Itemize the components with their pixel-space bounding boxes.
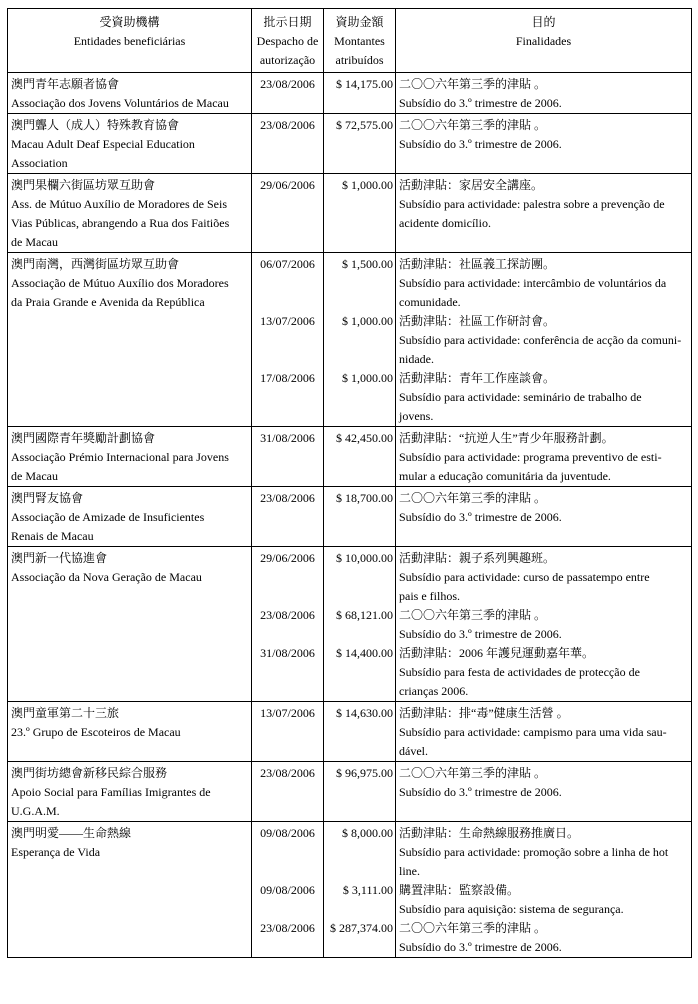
amount-cell: [324, 547, 396, 702]
purpose-text-pt: mular a educação comunitária da juventude.: [399, 469, 611, 483]
purpose-text-zh: 二〇〇六年第三季的津貼 。: [399, 491, 547, 505]
authorization-date: 23/08/2006: [260, 77, 315, 91]
authorization-date: 13/07/2006: [260, 706, 315, 720]
purpose-cell: [396, 253, 692, 427]
entity-name-pt: U.G.A.M.: [11, 804, 60, 818]
table-row: [8, 73, 692, 114]
purpose-text-pt: Subsídio do 3.º trimestre de 2006.: [399, 627, 562, 641]
grant-amount: $ 14,630.00: [336, 706, 393, 720]
purpose-cell: [396, 822, 692, 958]
purpose-text-pt: Subsídio para festa de actividades de protecção de: [399, 665, 640, 679]
amount-cell: [324, 174, 396, 253]
purpose-text-pt: Subsídio para actividade: promoção sobre a linha de hot: [399, 845, 669, 859]
purpose-text-zh: 活動津貼：生命熱線服務推廣日。: [399, 826, 580, 840]
date-cell: [252, 174, 324, 253]
purpose-column-header: [396, 9, 692, 73]
purpose-text-pt: Subsídio do 3.º trimestre de 2006.: [399, 510, 562, 524]
authorization-date: 23/08/2006: [260, 608, 315, 622]
authorization-date: 23/08/2006: [260, 491, 315, 505]
purpose-text-pt: nidade.: [399, 352, 434, 366]
authorization-date: 23/08/2006: [260, 921, 315, 935]
amount-cell: [324, 427, 396, 487]
entity-name-zh: 澳門青年志願者協會: [11, 77, 120, 91]
authorization-date: 17/08/2006: [260, 371, 315, 385]
purpose-text-zh: 活動津貼：家居安全講座。: [399, 178, 544, 192]
purpose-text-pt: acidente domicílio.: [399, 216, 491, 230]
purpose-text-zh: 二〇〇六年第三季的津貼 。: [399, 766, 547, 780]
grant-amount: $ 287,374.00: [330, 921, 393, 935]
entity-name-pt: Associação de Mútuo Auxílio dos Moradores: [11, 276, 229, 290]
entity-name-pt: Esperança de Vida: [11, 845, 101, 859]
grant-amount: $ 42,450.00: [336, 431, 393, 445]
purpose-text-pt: jovens.: [399, 409, 434, 423]
date-header-l1: 批示日期: [263, 15, 312, 29]
grant-amount: $ 1,500.00: [342, 257, 393, 271]
authorization-date: 09/08/2006: [260, 883, 315, 897]
entity-name-zh: 澳門果欄六街區坊眾互助會: [11, 178, 156, 192]
entity-cell: [8, 427, 252, 487]
purpose-text-zh: 二〇〇六年第三季的津貼 。: [399, 608, 547, 622]
entity-name-pt: Renais de Macau: [11, 529, 94, 543]
entity-name-zh: 澳門國際青年獎勵計劃協會: [11, 431, 156, 445]
table-row: [8, 427, 692, 487]
purpose-text-pt: Subsídio do 3.º trimestre de 2006.: [399, 785, 562, 799]
entity-name-pt: Association: [11, 156, 68, 170]
grant-amount: $ 1,000.00: [342, 314, 393, 328]
entity-name-pt: Vias Públicas, abrangendo a Rua dos Faitiões: [11, 216, 230, 230]
table-row: [8, 702, 692, 762]
table-row: [8, 762, 692, 822]
purpose-text-pt: Subsídio para actividade: seminário de trabalho de: [399, 390, 642, 404]
entity-name-zh: 澳門明愛——生命熱線: [11, 826, 132, 840]
purpose-text-pt: Subsídio para actividade: palestra sobre a prevenção de: [399, 197, 665, 211]
grant-amount: $ 8,000.00: [342, 826, 393, 840]
entity-column-header: [8, 9, 252, 73]
amount-cell: [324, 822, 396, 958]
entity-cell: [8, 822, 252, 958]
date-header-l3: autorização: [259, 53, 316, 67]
amount-cell: [324, 114, 396, 174]
table-body: [8, 73, 692, 958]
authorization-date: 29/06/2006: [260, 178, 315, 192]
entity-name-pt: 23.º Grupo de Escoteiros de Macau: [11, 725, 181, 739]
purpose-header-pt: Finalidades: [515, 34, 572, 48]
purpose-text-pt: pais e filhos.: [399, 589, 460, 603]
grant-amount: $ 68,121.00: [336, 608, 393, 622]
amount-column-header: [324, 9, 396, 73]
authorization-date: 23/08/2006: [260, 766, 315, 780]
purpose-header-zh: 目的: [531, 15, 556, 29]
purpose-text-pt: Subsídio do 3.º trimestre de 2006.: [399, 137, 562, 151]
amount-cell: [324, 73, 396, 114]
purpose-cell: [396, 114, 692, 174]
purpose-text-zh: 二〇〇六年第三季的津貼 。: [399, 77, 547, 91]
table-row: [8, 174, 692, 253]
entity-cell: [8, 253, 252, 427]
entity-name-pt: Associação Prémio Internacional para Jovens: [11, 450, 229, 464]
purpose-text-zh: 活動津貼：社區義工探訪團。: [399, 257, 556, 271]
amount-cell: [324, 762, 396, 822]
entity-name-pt: Associação de Amizade de Insuficientes: [11, 510, 205, 524]
purpose-text-zh: 活動津貼：青年工作座談會。: [399, 371, 556, 385]
date-cell: [252, 702, 324, 762]
purpose-text-pt: Subsídio para aquisição: sistema de segurança.: [399, 902, 624, 916]
purpose-cell: [396, 762, 692, 822]
entity-header-pt: Entidades beneficiárias: [73, 34, 186, 48]
purpose-text-zh: 活動津貼：“抗逆人生”青少年服務計劃。: [399, 431, 614, 445]
amount-cell: [324, 702, 396, 762]
purpose-text-zh: 購置津貼：監察設備。: [399, 883, 520, 897]
date-cell: [252, 822, 324, 958]
amount-header-l1: 資助金額: [335, 15, 384, 29]
entity-cell: [8, 114, 252, 174]
entity-name-pt: Macau Adult Deaf Especial Education: [11, 137, 195, 151]
purpose-text-pt: Subsídio do 3.º trimestre de 2006.: [399, 940, 562, 954]
purpose-text-zh: 活動津貼：2006 年護兒運動嘉年華。: [399, 646, 595, 660]
authorization-date: 09/08/2006: [260, 826, 315, 840]
grants-table: [7, 8, 692, 958]
entity-name-pt: de Macau: [11, 469, 58, 483]
entity-header-zh: 受資助機構: [99, 15, 160, 29]
entity-cell: [8, 547, 252, 702]
entity-name-zh: 澳門腎友協會: [11, 491, 84, 505]
entity-name-zh: 澳門童軍第二十三旅: [11, 706, 120, 720]
date-cell: [252, 427, 324, 487]
entity-name-zh: 澳門聾人（成人）特殊教育協會: [11, 118, 180, 132]
entity-cell: [8, 174, 252, 253]
date-cell: [252, 73, 324, 114]
purpose-text-zh: 二〇〇六年第三季的津貼 。: [399, 118, 547, 132]
table-row: [8, 114, 692, 174]
purpose-cell: [396, 487, 692, 547]
authorization-date: 31/08/2006: [260, 431, 315, 445]
entity-name-pt: da Praia Grande e Avenida da República: [11, 295, 205, 309]
entity-name-zh: 澳門街坊總會新移民綜合服務: [11, 766, 168, 780]
table-row: [8, 487, 692, 547]
grant-amount: $ 10,000.00: [336, 551, 393, 565]
grant-amount: $ 1,000.00: [342, 371, 393, 385]
entity-name-zh: 澳門南灣，西灣街區坊眾互助會: [11, 257, 180, 271]
entity-name-pt: Associação dos Jovens Voluntários de Macau: [11, 96, 229, 110]
purpose-cell: [396, 702, 692, 762]
date-cell: [252, 253, 324, 427]
grant-amount: $ 72,575.00: [336, 118, 393, 132]
entity-cell: [8, 762, 252, 822]
table-row: [8, 253, 692, 427]
grant-amount: $ 1,000.00: [342, 178, 393, 192]
purpose-text-pt: Subsídio do 3.º trimestre de 2006.: [399, 96, 562, 110]
authorization-date: 23/08/2006: [260, 118, 315, 132]
grant-amount: $ 96,975.00: [336, 766, 393, 780]
entity-cell: [8, 487, 252, 547]
purpose-text-zh: 二〇〇六年第三季的津貼 。: [399, 921, 547, 935]
purpose-text-zh: 活動津貼：排“毒”健康生活營 。: [399, 706, 569, 720]
entity-name-pt: Associação da Nova Geração de Macau: [11, 570, 202, 584]
date-cell: [252, 547, 324, 702]
purpose-cell: [396, 174, 692, 253]
purpose-text-pt: Subsídio para actividade: intercâmbio de voluntários da: [399, 276, 667, 290]
authorization-date: 06/07/2006: [260, 257, 315, 271]
grant-amount: $ 18,700.00: [336, 491, 393, 505]
entity-cell: [8, 73, 252, 114]
amount-header-l2: Montantes: [334, 34, 385, 48]
date-cell: [252, 487, 324, 547]
entity-name-pt: de Macau: [11, 235, 58, 249]
date-cell: [252, 114, 324, 174]
purpose-text-pt: Subsídio para actividade: conferência de acção da comuni-: [399, 333, 682, 347]
table-row: [8, 547, 692, 702]
purpose-text-zh: 活動津貼：社區工作研討會。: [399, 314, 556, 328]
grant-amount: $ 14,400.00: [336, 646, 393, 660]
purpose-text-pt: crianças 2006.: [399, 684, 469, 698]
date-header-l2: Despacho de: [256, 34, 319, 48]
purpose-text-pt: comunidade.: [399, 295, 461, 309]
purpose-cell: [396, 73, 692, 114]
amount-header-l3: atribuídos: [335, 53, 384, 67]
date-cell: [252, 762, 324, 822]
authorization-date: 31/08/2006: [260, 646, 315, 660]
entity-cell: [8, 702, 252, 762]
purpose-text-pt: Subsídio para actividade: campismo para uma vida sau-: [399, 725, 667, 739]
purpose-cell: [396, 427, 692, 487]
purpose-text-zh: 活動津貼：親子系列興趣班。: [399, 551, 556, 565]
grant-amount: $ 3,111.00: [342, 883, 393, 897]
authorization-date: 29/06/2006: [260, 551, 315, 565]
entity-name-zh: 澳門新一代協進會: [11, 551, 108, 565]
purpose-text-pt: Subsídio para actividade: curso de passatempo entre: [399, 570, 650, 584]
purpose-text-pt: dável.: [399, 744, 428, 758]
date-column-header: [252, 9, 324, 73]
authorization-date: 13/07/2006: [260, 314, 315, 328]
purpose-cell: [396, 547, 692, 702]
purpose-text-pt: Subsídio para actividade: programa preventivo de esti-: [399, 450, 662, 464]
table-row: [8, 822, 692, 958]
entity-name-pt: Ass. de Mútuo Auxílio de Moradores de Seis: [11, 197, 227, 211]
amount-cell: [324, 487, 396, 547]
table-header-row: [8, 9, 692, 73]
grant-amount: $ 14,175.00: [336, 77, 393, 91]
purpose-text-pt: line.: [399, 864, 420, 878]
entity-name-pt: Apoio Social para Famílias Imigrantes de: [11, 785, 211, 799]
amount-cell: [324, 253, 396, 427]
